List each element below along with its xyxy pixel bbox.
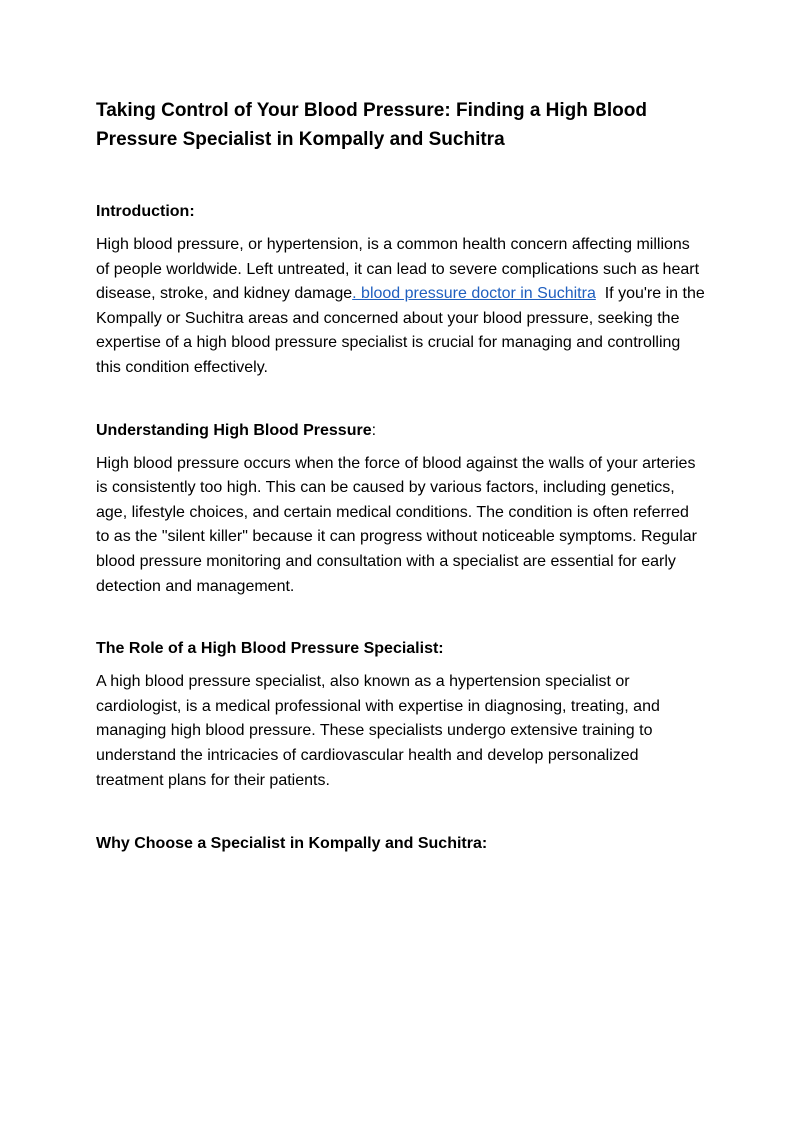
document-page — [96, 96, 710, 856]
introduction-text-after-link: If you're in the Kompally or Suchitra areas and concerned about your blood pressure, seeking the expertise of a high blood pressure specialist is crucial for managing and controlling this condition effectively. — [96, 285, 710, 376]
role-heading: The Role of a High Blood Pressure Specialist: — [96, 640, 444, 658]
introduction-heading: Introduction: — [96, 203, 195, 220]
document-title: Taking Control of Your Blood Pressure: Finding a High Blood Pressure Specialist in Kompally and Suchitra — [96, 100, 647, 150]
introduction-paragraph — [96, 233, 710, 381]
blood-pressure-doctor-link[interactable]: . blood pressure doctor in Suchitra — [352, 285, 596, 303]
understanding-paragraph: High blood pressure occurs when the force of blood against the walls of your arteries is consistently too high. This can be caused by various factors, including genetics, age, lifestyle choices, and certain medical conditions. The condition is often referred to as the "silent killer" because it can progress without noticeable symptoms. Regular blood pressure monitoring and consultation with a specialist are essential for early detection and management. — [96, 454, 697, 595]
understanding-heading — [96, 419, 706, 443]
understanding-heading-text: Understanding High Blood Pressure — [96, 421, 372, 439]
understanding-heading-colon: : — [371, 421, 377, 439]
role-paragraph: A high blood pressure specialist, also known as a hypertension specialist or cardiologist, is a medical professional with expertise in diagnosing, treating, and managing high blood pressure. These specialists undergo extensive training to understand the intricacies of cardiovascular health and develop personalized treatment plans for their patients. — [96, 673, 660, 789]
introduction-text-before-link: High blood pressure, or hypertension, is a common health concern affecting millions of people worldwide. Left untreated, it can lead to severe complications such as heart disease, stroke, and kidney damage — [96, 236, 700, 303]
why-choose-heading: Why Choose a Specialist in Kompally and Suchitra: — [96, 835, 488, 853]
